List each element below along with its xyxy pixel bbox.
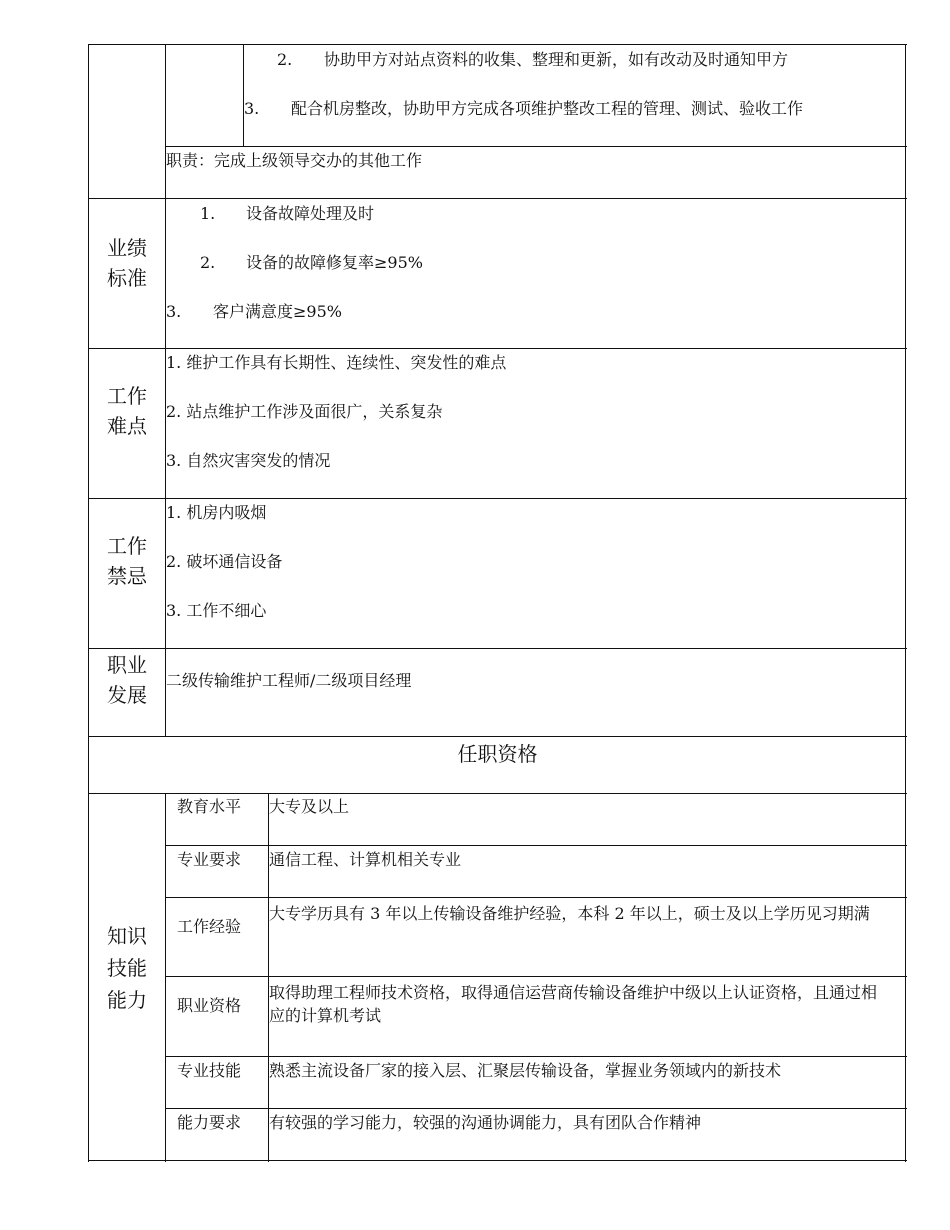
taboo-item: 2. 破坏通信设备 xyxy=(166,552,283,571)
row-divider xyxy=(88,736,907,737)
row-divider xyxy=(166,845,907,846)
performance-item: 3. 客户满意度≥95% xyxy=(166,302,342,321)
column-divider xyxy=(243,44,244,147)
taboo-item: 3. 工作不细心 xyxy=(166,601,267,620)
qualifications-title: 任职资格 xyxy=(457,742,538,766)
qualification-label: 专业技能 xyxy=(177,1061,242,1080)
row-divider xyxy=(166,897,907,898)
qualification-label: 工作经验 xyxy=(177,917,242,936)
difficulty-item: 2. 站点维护工作涉及面很广，关系复杂 xyxy=(166,402,443,421)
difficulty-item: 3. 自然灾害突发的情况 xyxy=(166,451,331,470)
qualification-value: 取得助理工程师技术资格，取得通信运营商传输设备维护中级以上认证资格，且通过相应的计算机考试 xyxy=(269,983,878,1025)
duty-item-3: 3. 配合机房整改，协助甲方完成各项维护整改工程的管理、测试、验收工作 xyxy=(244,99,804,118)
performance-label: 业绩 标准 xyxy=(107,236,147,290)
row-divider xyxy=(88,648,907,649)
knowledge-skills-label: 知识 技能 能力 xyxy=(107,924,147,1012)
qualification-value: 熟悉主流设备厂家的接入层、汇聚层传输设备，掌握业务领域内的新技术 xyxy=(269,1061,782,1080)
difficulty-item: 1. 维护工作具有长期性、连续性、突发性的难点 xyxy=(166,353,507,372)
taboo-item: 1. 机房内吸烟 xyxy=(166,503,267,522)
career-label: 职业 发展 xyxy=(107,653,147,707)
career-path: 二级传输维护工程师/二级项目经理 xyxy=(166,671,412,690)
qualification-value: 大专及以上 xyxy=(269,797,350,816)
qualification-value: 通信工程、计算机相关专业 xyxy=(269,850,462,869)
row-divider xyxy=(166,1108,907,1109)
performance-item: 2. 设备的故障修复率≥95% xyxy=(200,253,423,272)
qualification-label: 专业要求 xyxy=(177,850,242,869)
row-divider xyxy=(88,793,907,794)
table-border-top xyxy=(88,44,907,45)
qualification-value: 大专学历具有 3 年以上传输设备维护经验，本科 2 年以上，硕士及以上学历见习期满 xyxy=(269,904,870,923)
row-divider xyxy=(88,498,907,499)
row-divider xyxy=(166,146,907,147)
taboos-label: 工作 禁忌 xyxy=(107,534,147,588)
qualification-label: 能力要求 xyxy=(177,1113,242,1132)
qualification-value: 有较强的学习能力，较强的沟通协调能力，具有团队合作精神 xyxy=(269,1113,702,1132)
row-divider xyxy=(88,348,907,349)
performance-item: 1. 设备故障处理及时 xyxy=(200,204,375,223)
column-divider xyxy=(268,793,269,1162)
job-description-table xyxy=(88,44,907,1162)
row-divider xyxy=(88,198,907,199)
row-divider xyxy=(166,976,907,977)
duty-item-2: 2. 协助甲方对站点资料的收集、整理和更新，如有改动及时通知甲方 xyxy=(277,50,789,69)
qualification-label: 教育水平 xyxy=(177,797,242,816)
table-border-right xyxy=(905,44,906,1162)
row-divider xyxy=(166,1056,907,1057)
other-duty: 职责：完成上级领导交办的其他工作 xyxy=(166,151,423,170)
qualification-label: 职业资格 xyxy=(177,996,242,1015)
table-border-bottom xyxy=(88,1160,907,1161)
difficulties-label: 工作 难点 xyxy=(107,384,147,438)
